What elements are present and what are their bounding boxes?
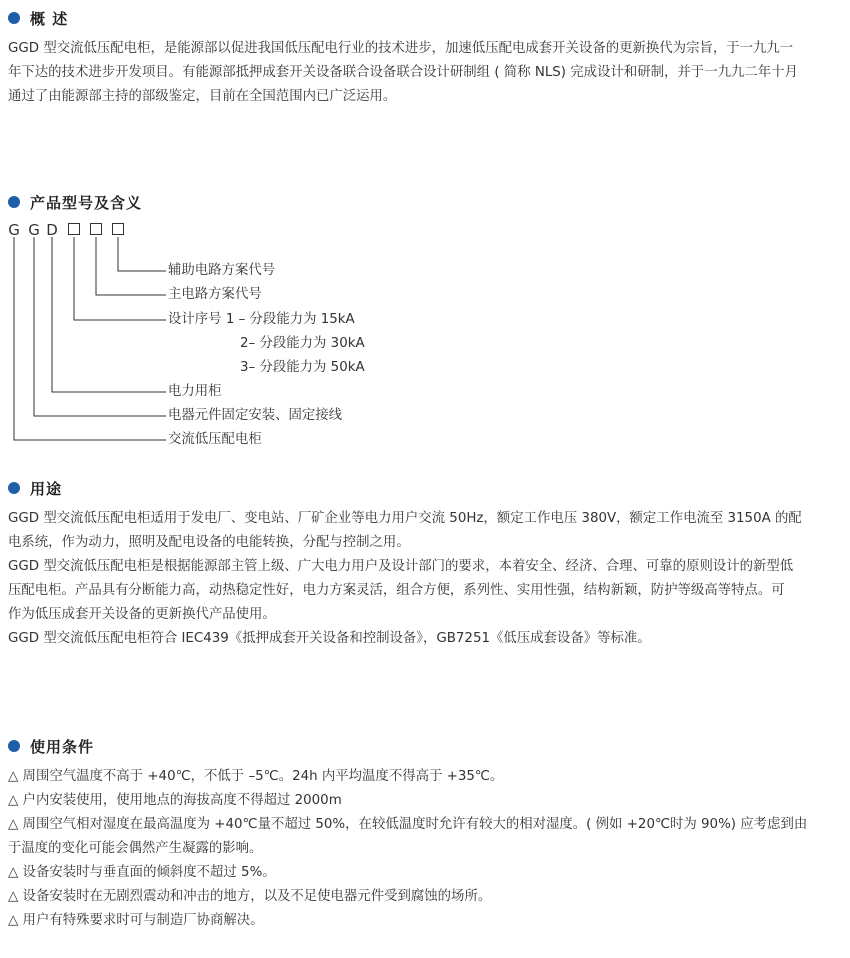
code-letter-d: D (46, 221, 58, 239)
code-letter-g1: G (8, 221, 20, 239)
conditions-list (8, 765, 842, 933)
model-heading-text: 产品型号及含义 (30, 193, 143, 212)
label-aux-circuit: 辅助电路方案代号 (168, 263, 276, 278)
condition-item: 于温度的变化可能会偶然产生凝露的影响。 (8, 841, 263, 856)
usage-heading (8, 478, 62, 498)
text-line: 年下达的技术进步开发项目。有能源部抵押成套开关设备联合设备联合设计研制组 ( 简称 NLS) 完成设计和研制，并于一九九二年十月 (8, 65, 798, 80)
code-letter-g2: G (28, 221, 40, 239)
connector-cabinet (52, 237, 166, 392)
text-line: GGD 型交流低压配电柜符合 IEC439《抵押成套开关设备和控制设备》，GB7251《低压成套设备》等标准。 (8, 631, 651, 646)
label-design-option-3: 3– 分段能力为 50kA (240, 360, 365, 375)
condition-item: △ 周围空气温度不高于 +40℃，不低于 –5℃。24h 内平均温度不得高于 +35℃。 (8, 769, 504, 784)
label-design-option-2: 2– 分段能力为 30kA (240, 336, 365, 351)
text-line: 通过了由能源部主持的部级鉴定，目前在全国范围内已广泛运用。 (8, 89, 397, 104)
text-line: 电系统，作为动力，照明及配电设备的电能转换，分配与控制之用。 (8, 535, 410, 550)
condition-item: △ 户内安装使用，使用地点的海拔高度不得超过 2000m (8, 793, 342, 808)
bullet-icon (8, 482, 20, 494)
connector-main (96, 237, 166, 295)
overview-heading (8, 8, 68, 28)
overview-paragraph (8, 37, 842, 109)
connector-aux (118, 237, 166, 271)
conditions-heading (8, 736, 94, 756)
usage-heading-text: 用途 (30, 479, 63, 498)
conditions-heading-text: 使用条件 (30, 737, 95, 756)
bullet-icon (8, 740, 20, 752)
text-line: 作为低压成套开关设备的更新换代产品使用。 (8, 607, 276, 622)
condition-item: △ 设备安装时与垂直面的倾斜度不超过 5%。 (8, 865, 276, 880)
condition-item: △ 周围空气相对湿度在最高温度为 +40℃量不超过 50%，在较低温度时允许有较大的相对湿度。( 例如 +20℃时为 90%) 应考虑到由 (8, 817, 808, 832)
label-ac-cabinet: 交流低压配电柜 (168, 432, 262, 447)
bullet-icon (8, 12, 20, 24)
overview-heading-text: 概 述 (30, 9, 69, 28)
label-fixed-install: 电器元件固定安装、固定接线 (168, 408, 343, 423)
label-design-number: 设计序号 1 – 分段能力为 15kA (168, 312, 355, 327)
text-line: GGD 型交流低压配电柜适用于发电厂、变电站、厂矿企业等电力用户交流 50Hz，额定工作电压 380V，额定工作电流至 3150A 的配 (8, 511, 802, 526)
text-line: 压配电柜。产品具有分断能力高，动热稳定性好，电力方案灵活，组合方便，系列性、实用性强，结构新颖，防护等级高等特点。可 (8, 583, 785, 598)
connector-design (74, 237, 166, 320)
bullet-icon (8, 196, 20, 208)
label-main-circuit: 主电路方案代号 (168, 287, 262, 302)
usage-paragraph (8, 507, 842, 651)
condition-item: △ 用户有特殊要求时可与制造厂协商解决。 (8, 913, 264, 928)
connector-fixed (34, 237, 166, 416)
model-diagram-lines (0, 215, 170, 447)
text-line: GGD 型交流低压配电柜，是能源部以促进我国低压配电行业的技术进步，加速低压配电成套开关设备的更新换代为宗旨，于一九九一 (8, 41, 794, 56)
label-power-cabinet: 电力用柜 (168, 384, 222, 399)
condition-item: △ 设备安装时在无剧烈震动和冲击的地方，以及不足使电器元件受到腐蚀的场所。 (8, 889, 492, 904)
connector-ac (14, 237, 166, 440)
text-line: GGD 型交流低压配电柜是根据能源部主管上级、广大电力用户及设计部门的要求，本着安全、经济、合理、可靠的原则设计的新型低 (8, 559, 794, 574)
model-heading (8, 192, 142, 212)
